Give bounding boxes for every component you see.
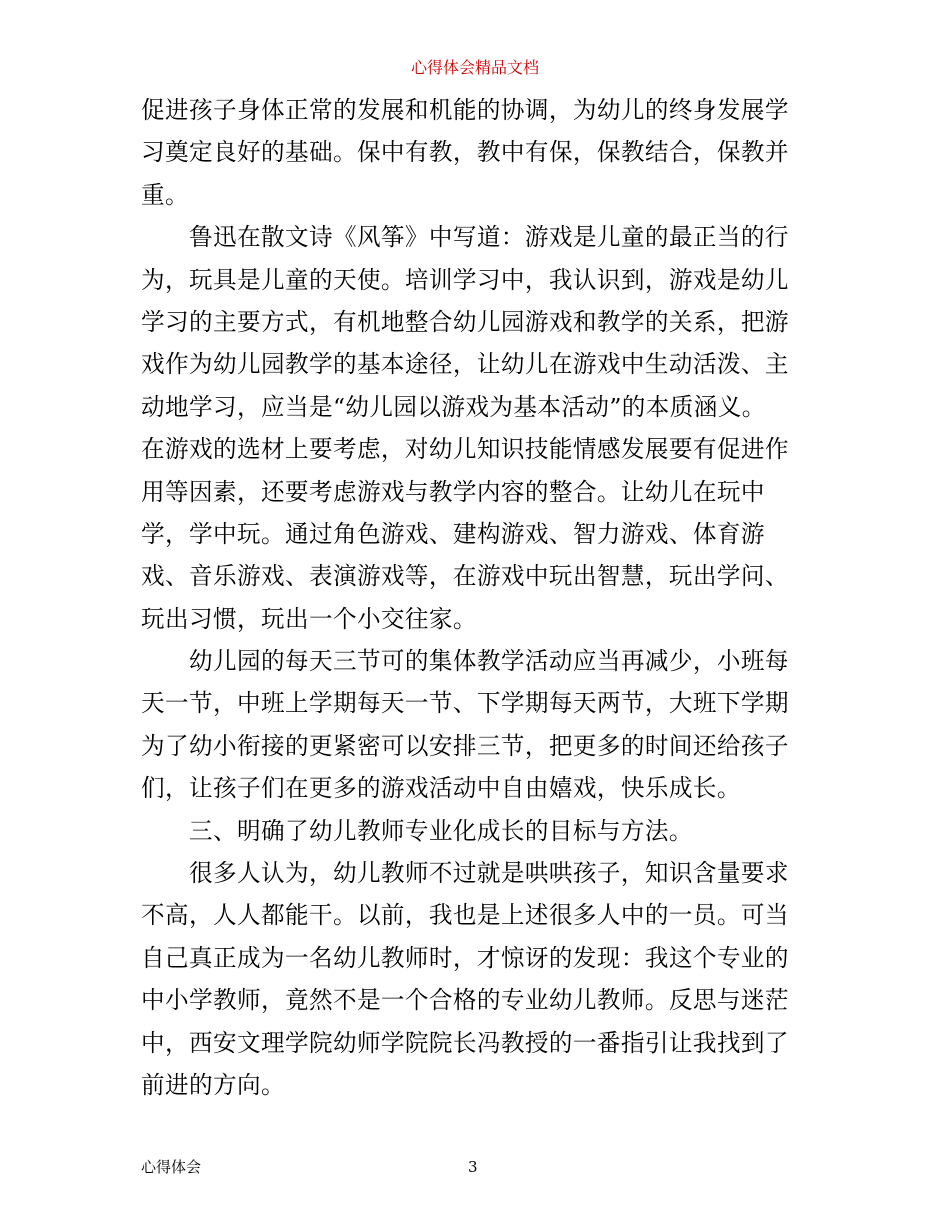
text-line: 习奠定良好的基础。保中有教，教中有保，保教结合，保教并 bbox=[141, 138, 789, 167]
text-line: 重。 bbox=[141, 180, 189, 209]
text-line: 促进孩子身体正常的发展和机能的协调，为幼儿的终身发展学 bbox=[141, 96, 789, 124]
text-line: 在游戏的选材上要考虑，对幼儿知识技能情感发展要有促进作 bbox=[141, 435, 789, 464]
text-line: 不高，人人都能干。以前，我也是上述很多人中的一员。可当 bbox=[141, 901, 789, 930]
text-line: 三、明确了幼儿教师专业化成长的目标与方法。 bbox=[141, 816, 693, 845]
page-header-title: 心得体会精品文档 bbox=[410, 58, 539, 77]
document-body bbox=[141, 89, 809, 1106]
text-line: 很多人认为，幼儿教师不过就是哄哄孩子，知识含量要求 bbox=[141, 859, 789, 888]
footer-label: 心得体会 bbox=[141, 1158, 202, 1176]
text-line: 自己真正成为一名幼儿教师时，才惊讶的发现：我这个专业的 bbox=[141, 943, 789, 972]
text-line: 戏、音乐游戏、表演游戏等，在游戏中玩出智慧，玩出学问、 bbox=[141, 562, 789, 591]
text-line: 为，玩具是儿童的天使。培训学习中，我认识到，游戏是幼儿 bbox=[141, 265, 789, 294]
text-line: 用等因素，还要考虑游戏与教学内容的整合。让幼儿在玩中 bbox=[141, 477, 765, 506]
text-line: 学习的主要方式，有机地整合幼儿园游戏和教学的关系，把游 bbox=[141, 307, 789, 336]
text-line: 学，学中玩。通过角色游戏、建构游戏、智力游戏、体育游 bbox=[141, 519, 765, 548]
text-line: 前进的方向。 bbox=[141, 1070, 285, 1099]
text-line: 中小学教师，竟然不是一个合格的专业幼儿教师。反思与迷茫 bbox=[141, 986, 789, 1015]
text-line: 玩出习惯，玩出一个小交往家。 bbox=[141, 604, 477, 633]
text-line: 们，让孩子们在更多的游戏活动中自由嬉戏，快乐成长。 bbox=[141, 774, 741, 803]
text-line: 动地学习，应当是“幼儿园以游戏为基本活动”的本质涵义。 bbox=[141, 392, 766, 421]
text-line: 戏作为幼儿园教学的基本途径，让幼儿在游戏中生动活泼、主 bbox=[141, 350, 789, 379]
text-line: 鲁迅在散文诗《风筝》中写道：游戏是儿童的最正当的行 bbox=[141, 223, 789, 252]
text-line: 为了幼小衔接的更紧密可以安排三节，把更多的时间还给孩子 bbox=[141, 731, 789, 760]
page-number: 3 bbox=[468, 1158, 478, 1176]
text-line: 中，西安文理学院幼师学院院长冯教授的一番指引让我找到了 bbox=[141, 1028, 789, 1057]
text-line: 幼儿园的每天三节可的集体教学活动应当再减少，小班每 bbox=[141, 647, 789, 676]
text-line: 天一节，中班上学期每天一节、下学期每天两节，大班下学期 bbox=[141, 689, 789, 718]
